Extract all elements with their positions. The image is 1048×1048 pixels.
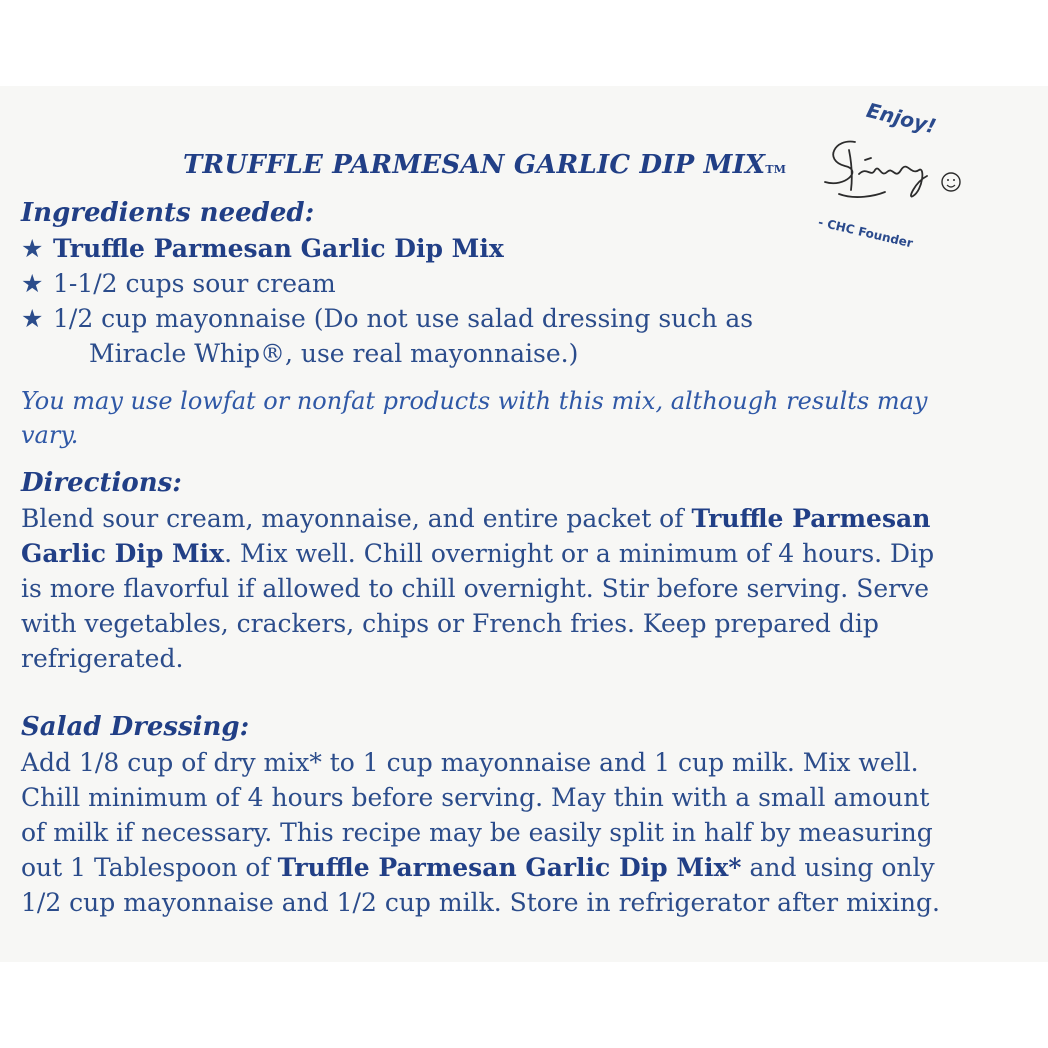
salad-dressing-heading: Salad Dressing:	[21, 712, 250, 742]
recipe-title: TRUFFLE PARMESAN GARLIC DIP MIXTM	[183, 150, 787, 180]
ingredients-section	[21, 196, 943, 371]
lowfat-note: You may use lowfat or nonfat products with this mix, although results may vary.	[21, 387, 928, 449]
directions-text: Blend sour cream, mayonnaise, and entire packet of Truffle Parmesan Garlic Dip Mix. Mix well. Chill overnight or a minimum of 4 hours. Dip is more flavorful if allowed to chill overnight. Stir before serving. Serve with vegetables, crackers, chips or French fries. Keep prepared dip refrigerated.	[21, 504, 935, 673]
trademark-symbol: TM	[765, 163, 787, 176]
ingredient-item: ★ Truffle Parmesan Garlic Dip Mix	[21, 231, 943, 266]
founder-caption: - CHC Founder	[816, 215, 915, 251]
directions-section	[21, 466, 943, 676]
salad-dressing-section	[21, 710, 943, 920]
star-icon: ★	[21, 234, 44, 263]
star-icon: ★	[21, 304, 44, 333]
ingredient-item: ★ 1/2 cup mayonnaise (Do not use salad dressing such as	[21, 301, 943, 336]
star-icon: ★	[21, 269, 44, 298]
ingredients-heading: Ingredients needed:	[21, 198, 315, 228]
salad-dressing-text: Add 1/8 cup of dry mix* to 1 cup mayonnaise and 1 cup milk. Mix well. Chill minimum of 4 hours before serving. May thin with a small amount of milk if necessary. This recipe may be easily split in half by measuring out 1 Tablespoon of Truffle Parmesan Garlic Dip Mix* and using only 1/2 cup mayonnaise and 1/2 cup milk. Store in refrigerator after mixing.	[21, 748, 940, 917]
directions-heading: Directions:	[21, 468, 182, 498]
ingredient-item: ★ 1-1/2 cups sour cream	[21, 266, 943, 301]
enjoy-text: Enjoy!	[864, 98, 939, 139]
ingredient-item-continued: Miracle Whip®, use real mayonnaise.)	[89, 339, 579, 368]
